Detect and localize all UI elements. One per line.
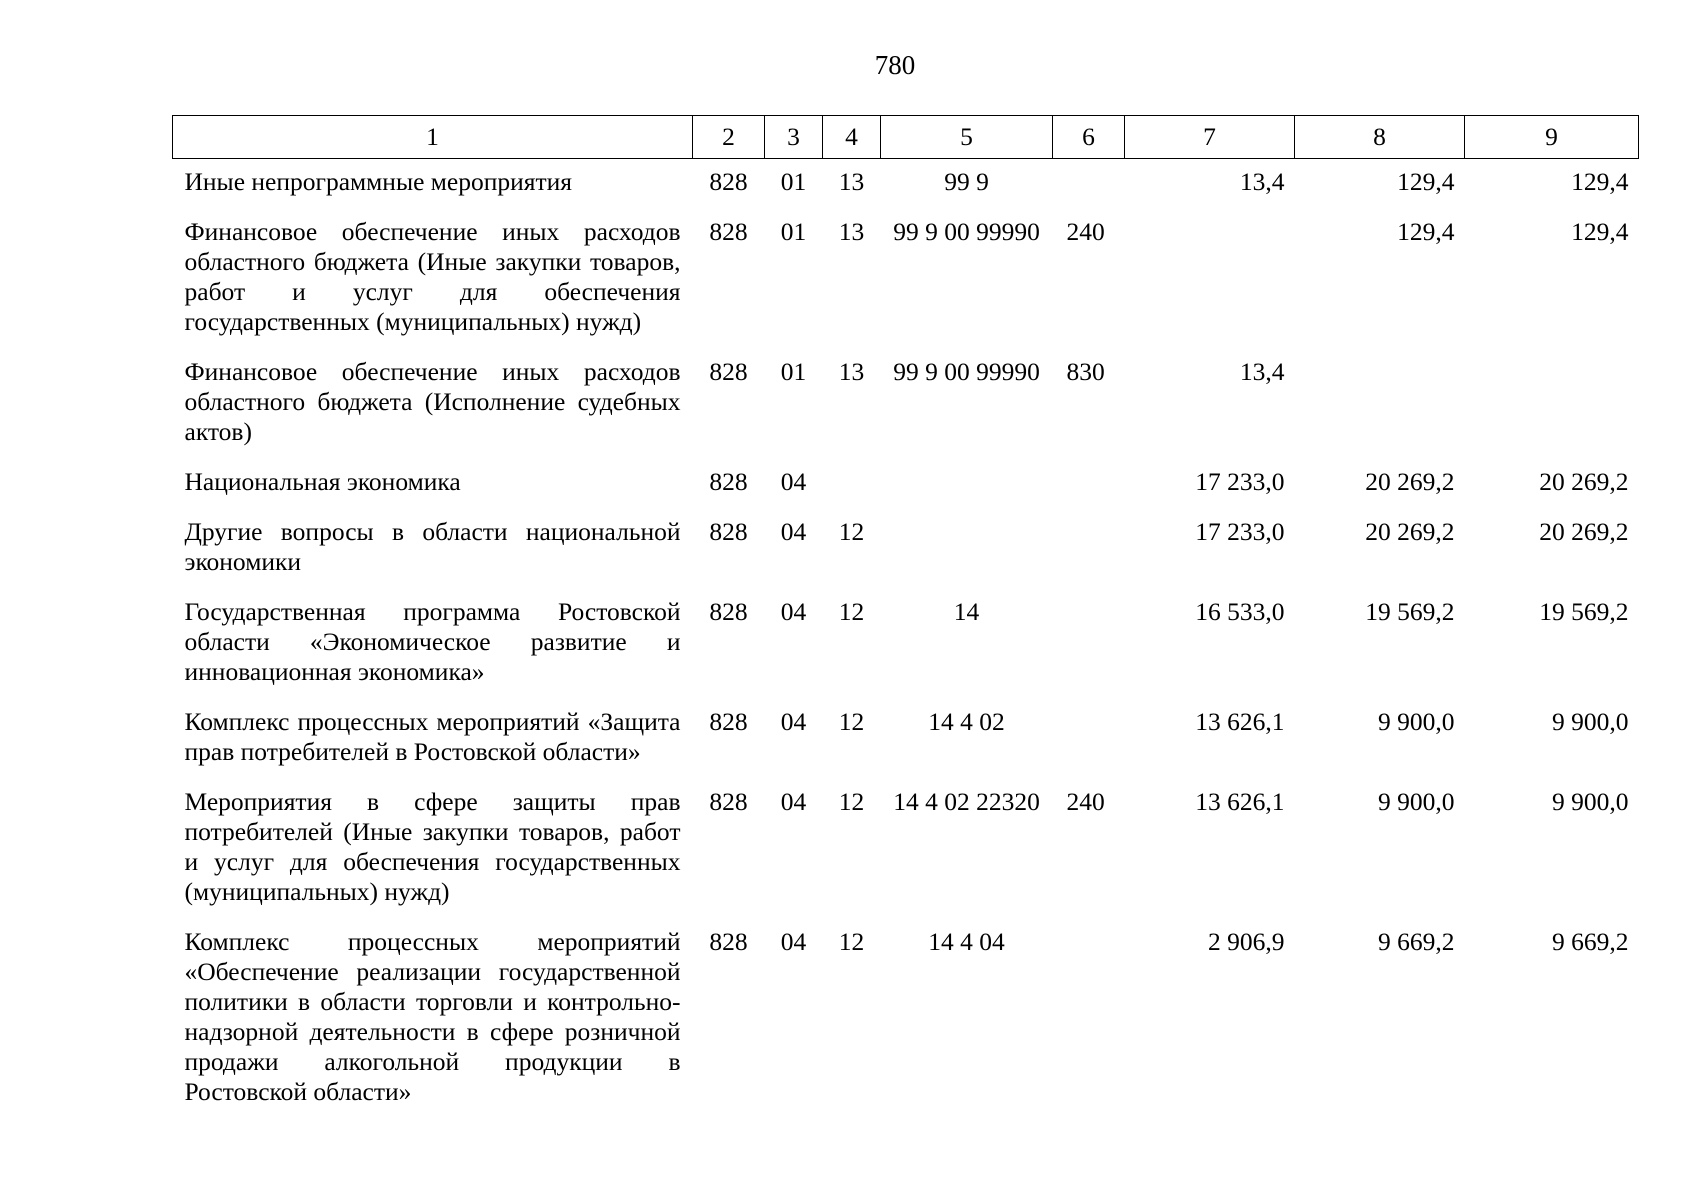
cell-amount-9: 20 269,2 xyxy=(1539,517,1629,546)
column-header: 6 xyxy=(1053,116,1125,159)
cell-code: 828 xyxy=(709,517,748,546)
cell-amount-9: 129,4 xyxy=(1571,167,1629,196)
cell-amount-8: 19 569,2 xyxy=(1365,597,1455,626)
cell-section: 04 xyxy=(780,467,807,496)
cell-subsection: 12 xyxy=(838,517,865,546)
row-name: Мероприятия в сфере защиты прав потребителей (Иные закупки товаров, работ и услуг для обеспечения государственных (муниципальных) нужд) xyxy=(184,787,681,906)
cell-subsection: 12 xyxy=(838,707,865,736)
cell-amount-7: 13 626,1 xyxy=(1195,707,1285,736)
row-name: Комплекс процессных мероприятий «Обеспечение реализации государственной политики в области торговли и контрольно-надзорной деятельности в сфере розничной продажи алкогольной продукции в Ростовской области» xyxy=(184,927,681,1106)
table-row xyxy=(173,779,1639,919)
column-header: 3 xyxy=(765,116,823,159)
row-name: Государственная программа Ростовской области «Экономическое развитие и инновационная экономика» xyxy=(184,597,681,686)
cell-expense-type: 240 xyxy=(1066,787,1105,816)
cell-section: 04 xyxy=(780,517,807,546)
cell-amount-8: 9 669,2 xyxy=(1378,927,1455,956)
cell-section: 04 xyxy=(780,597,807,626)
cell-amount-9 xyxy=(1465,349,1639,459)
row-name: Финансовое обеспечение иных расходов областного бюджета (Исполнение судебных актов) xyxy=(184,357,681,446)
cell-amount-8: 129,4 xyxy=(1397,167,1455,196)
cell-amount-7: 2 906,9 xyxy=(1208,927,1285,956)
cell-target-article xyxy=(881,509,1053,589)
column-header: 5 xyxy=(881,116,1053,159)
cell-expense-type xyxy=(1053,459,1125,509)
cell-amount-7: 16 533,0 xyxy=(1195,597,1285,626)
table-row xyxy=(173,699,1639,779)
cell-subsection xyxy=(823,459,881,509)
cell-section: 04 xyxy=(780,927,807,956)
cell-section: 01 xyxy=(780,357,807,386)
cell-expense-type: 240 xyxy=(1066,217,1105,246)
row-name: Комплекс процессных мероприятий «Защита прав потребителей в Ростовской области» xyxy=(184,707,681,766)
cell-expense-type xyxy=(1053,589,1125,699)
table-row xyxy=(173,349,1639,459)
table-row xyxy=(173,209,1639,349)
cell-subsection: 12 xyxy=(838,927,865,956)
cell-subsection: 13 xyxy=(838,167,865,196)
column-header: 8 xyxy=(1295,116,1465,159)
page-number: 780 xyxy=(874,50,916,80)
cell-code: 828 xyxy=(709,787,748,816)
cell-amount-8: 9 900,0 xyxy=(1378,707,1455,736)
cell-amount-7: 13 626,1 xyxy=(1195,787,1285,816)
cell-amount-9: 9 900,0 xyxy=(1552,707,1629,736)
cell-code: 828 xyxy=(709,467,748,496)
cell-amount-7: 13,4 xyxy=(1239,357,1285,386)
cell-amount-8: 20 269,2 xyxy=(1365,467,1455,496)
cell-expense-type: 830 xyxy=(1066,357,1105,386)
cell-target-article: 14 4 04 xyxy=(928,927,1005,956)
cell-code: 828 xyxy=(709,167,748,196)
cell-code: 828 xyxy=(709,357,748,386)
cell-target-article: 14 xyxy=(953,597,980,626)
cell-amount-7 xyxy=(1125,209,1295,349)
table-row xyxy=(173,919,1639,1119)
cell-amount-9: 9 900,0 xyxy=(1552,787,1629,816)
cell-amount-8: 9 900,0 xyxy=(1378,787,1455,816)
cell-code: 828 xyxy=(709,597,748,626)
cell-amount-7: 17 233,0 xyxy=(1195,467,1285,496)
cell-amount-7: 13,4 xyxy=(1239,167,1285,196)
cell-amount-9: 19 569,2 xyxy=(1539,597,1629,626)
cell-section: 01 xyxy=(780,217,807,246)
cell-section: 04 xyxy=(780,707,807,736)
cell-code: 828 xyxy=(709,707,748,736)
cell-code: 828 xyxy=(709,927,748,956)
row-name: Другие вопросы в области национальной экономики xyxy=(184,517,681,576)
cell-amount-9: 9 669,2 xyxy=(1552,927,1629,956)
table-row xyxy=(173,509,1639,589)
cell-amount-8: 20 269,2 xyxy=(1365,517,1455,546)
cell-amount-7: 17 233,0 xyxy=(1195,517,1285,546)
budget-table xyxy=(172,115,1639,1119)
cell-amount-9: 129,4 xyxy=(1571,217,1629,246)
cell-expense-type xyxy=(1053,159,1125,210)
column-header: 7 xyxy=(1125,116,1295,159)
cell-section: 01 xyxy=(780,167,807,196)
table-row xyxy=(173,589,1639,699)
cell-target-article: 14 4 02 22320 xyxy=(893,787,1040,816)
cell-target-article: 99 9 00 99990 xyxy=(893,357,1040,386)
column-header: 1 xyxy=(173,116,693,159)
cell-target-article xyxy=(881,459,1053,509)
row-name: Иные непрограммные мероприятия xyxy=(184,167,573,196)
column-header: 9 xyxy=(1465,116,1639,159)
cell-target-article: 14 4 02 xyxy=(928,707,1005,736)
row-name: Национальная экономика xyxy=(184,467,461,496)
cell-target-article: 99 9 xyxy=(944,167,989,196)
cell-amount-8: 129,4 xyxy=(1397,217,1455,246)
cell-amount-8 xyxy=(1295,349,1465,459)
cell-target-article: 99 9 00 99990 xyxy=(893,217,1040,246)
column-header: 2 xyxy=(693,116,765,159)
cell-subsection: 13 xyxy=(838,357,865,386)
cell-expense-type xyxy=(1053,919,1125,1119)
cell-subsection: 13 xyxy=(838,217,865,246)
cell-section: 04 xyxy=(780,787,807,816)
column-header: 4 xyxy=(823,116,881,159)
cell-code: 828 xyxy=(709,217,748,246)
row-name: Финансовое обеспечение иных расходов областного бюджета (Иные закупки товаров, работ и услуг для обеспечения государственных (муниципальных) нужд) xyxy=(184,217,681,336)
table-row xyxy=(173,159,1639,210)
cell-subsection: 12 xyxy=(838,597,865,626)
table-header-row xyxy=(173,116,1639,159)
cell-expense-type xyxy=(1053,699,1125,779)
cell-subsection: 12 xyxy=(838,787,865,816)
cell-expense-type xyxy=(1053,509,1125,589)
table-row xyxy=(173,459,1639,509)
cell-amount-9: 20 269,2 xyxy=(1539,467,1629,496)
